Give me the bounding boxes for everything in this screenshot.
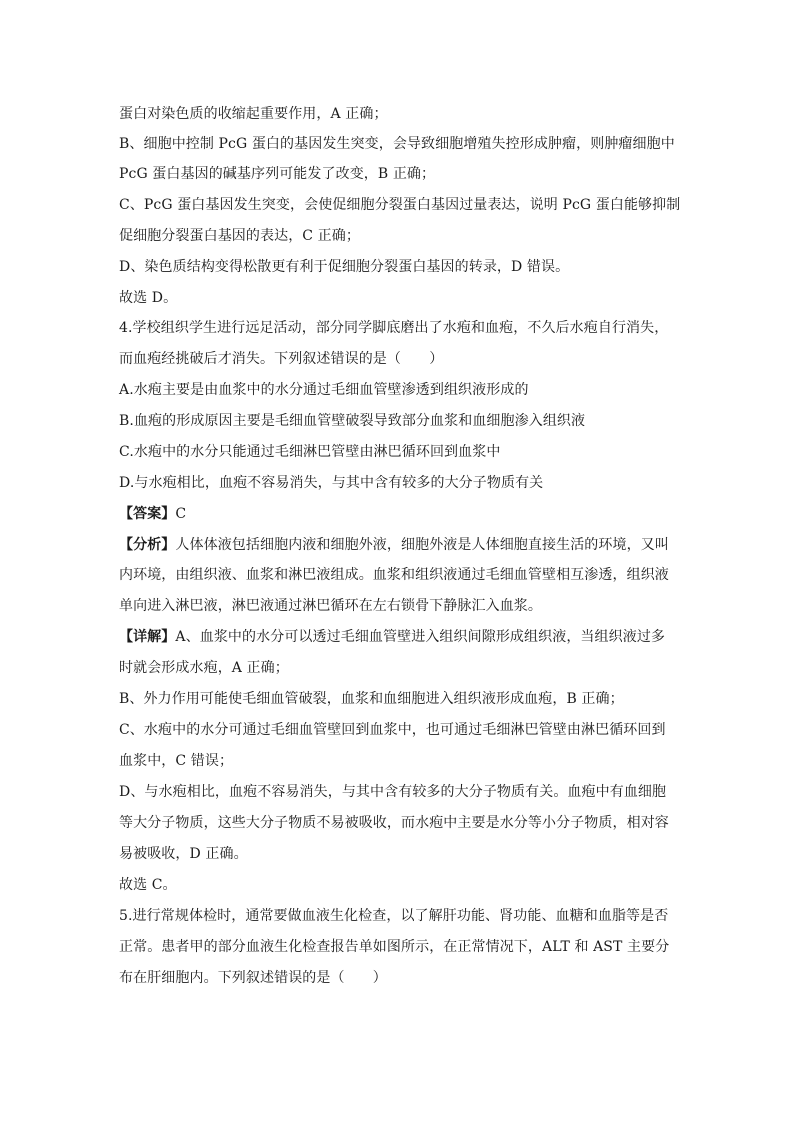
detail-line [119, 627, 665, 647]
option-d: D.与水疱相比，血疱不容易消失，与其中含有较多的大分子物质有关 [119, 475, 544, 491]
text-line: 血浆中，C 错误； [119, 753, 234, 769]
question-line: 而血疱经挑破后才消失。下列叙述错误的是（ ） [119, 351, 444, 367]
text-line: 故选 C。 [119, 877, 177, 893]
text-line: 促细胞分裂蛋白基因的表达，C 正确； [119, 228, 360, 244]
text-line: D、染色质结构变得松散更有利于促细胞分裂蛋白基因的转录，D 错误。 [119, 259, 570, 275]
analysis-text: 人体体液包括细胞内液和细胞外液，细胞外液是人体细胞直接生活的环境，又叫 [175, 537, 669, 553]
text-line: 故选 D。 [119, 290, 178, 306]
text-line: C、水疱中的水分可通过毛细血管壁回到血浆中，也可通过毛细淋巴管壁由淋巴循环回到 [119, 722, 666, 738]
question-line: 5.进行常规体检时，通常要做血液生化检查，以了解肝功能、肾功能、血糖和血脂等是否 [119, 908, 669, 924]
option-b: B.血疱的形成原因主要是毛细血管壁破裂导致部分血浆和血细胞渗入组织液 [119, 413, 586, 429]
text-line: B、细胞中控制 PcG 蛋白的基因发生突变，会导致细胞增殖失控形成肿瘤，则肿瘤细胞中 [119, 136, 675, 152]
text-line: 易被吸收，D 正确。 [119, 846, 248, 862]
detail-label: 【详解】 [119, 629, 176, 645]
text-line: B、外力作用可能使毛细血管破裂，血浆和血细胞进入组织液形成血疱，B 正确； [119, 691, 624, 707]
analysis-label: 【分析】 [119, 537, 176, 553]
question-line: 4.学校组织学生进行远足活动，部分同学脚底磨出了水疱和血疱，不久后水疱自行消失， [119, 320, 669, 336]
text-line: 时就会形成水疱，A 正确； [119, 660, 289, 676]
analysis-line [119, 535, 669, 555]
option-c: C.水疱中的水分只能通过毛细淋巴管壁由淋巴循环回到血浆中 [119, 444, 501, 460]
text-line: D、与水疱相比，血疱不容易消失，与其中含有较多的大分子物质有关。血疱中有血细胞 [119, 784, 667, 800]
text-line: 单向进入淋巴液，淋巴液通过淋巴循环在左右锁骨下静脉汇入血浆。 [119, 598, 542, 614]
detail-text: A、血浆中的水分可以透过毛细血管壁进入组织间隙形成组织液，当组织液过多 [175, 629, 666, 645]
text-line: 等大分子物质，这些大分子物质不易被吸收，而水疱中主要是水分等小分子物质，相对容 [119, 815, 669, 831]
text-line: 内环境，由组织液、血浆和淋巴液组成。血浆和组织液通过毛细血管壁相互渗透，组织液 [119, 567, 669, 583]
text-line: PcG 蛋白基因的碱基序列可能发了改变，B 正确； [119, 166, 436, 182]
answer-label: 【答案】 [119, 506, 176, 522]
text-line: C、PcG 蛋白基因发生突变，会使促细胞分裂蛋白基因过量表达，说明 PcG 蛋白能够抑制 [119, 197, 681, 213]
answer-line [119, 504, 186, 524]
text-line: 蛋白对染色质的收缩起重要作用，A 正确； [119, 106, 388, 122]
question-line: 布在肝细胞内。下列叙述错误的是（ ） [119, 970, 387, 986]
option-a: A.水疱主要是由血浆中的水分通过毛细血管壁渗透到组织液形成的 [119, 382, 529, 398]
answer-value: C [175, 506, 187, 522]
question-line: 正常。患者甲的部分血液生化检查报告单如图所示，在正常情况下，ALT 和 AST 主要分 [119, 939, 670, 955]
